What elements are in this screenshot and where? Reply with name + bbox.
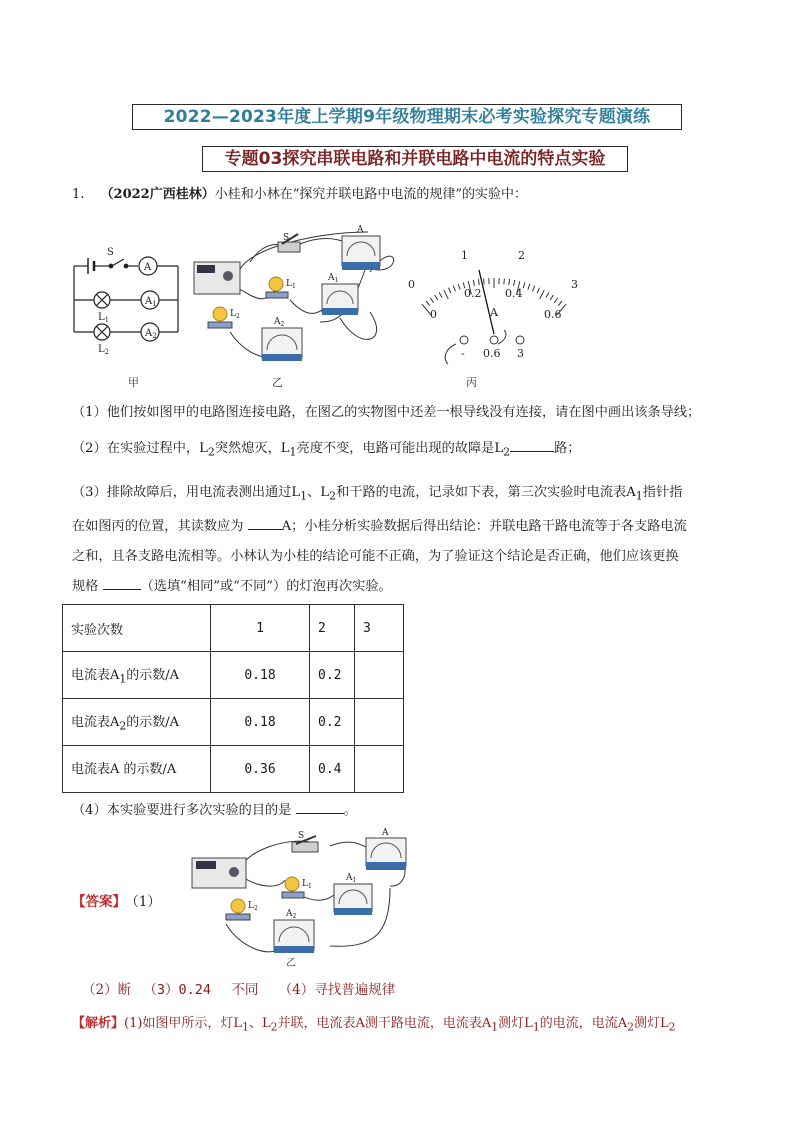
dial-tick (514, 280, 515, 286)
dial-top-1: 1 (461, 249, 468, 262)
table-cell-label: 电流表A 的示数/A (63, 746, 211, 793)
dial-top-2: 2 (518, 249, 525, 262)
table-header-row (63, 605, 404, 652)
table-header-cell: 3 (355, 605, 404, 652)
dial-tick (537, 288, 539, 293)
ammeter-dial-bing (398, 240, 588, 368)
fig-label-jia: 甲 (128, 376, 139, 389)
dial-bottom-04: 0.4 (505, 287, 523, 300)
question-source: （2022广西桂林） (100, 187, 215, 202)
blank-part4[interactable] (296, 799, 344, 814)
data-table (62, 604, 404, 793)
label-a1: $A_1$ (145, 296, 157, 308)
question-stem (72, 186, 527, 204)
dial-tick (430, 298, 433, 303)
dial-tick (528, 284, 530, 290)
answer-line1 (72, 890, 161, 910)
dial-tick (478, 279, 479, 285)
dial-tick (439, 292, 442, 297)
dial-needle (479, 270, 494, 334)
label-s-yi: S (283, 233, 290, 243)
answer-circuit-figure (180, 828, 410, 968)
dial-tick (523, 282, 525, 288)
label-l1: $L_1$ (98, 312, 110, 324)
blank-part3-spec[interactable] (103, 575, 141, 590)
table-row (63, 746, 404, 793)
answer-label-s: S (298, 831, 305, 841)
dial-tick (533, 286, 535, 292)
page-subtitle: 专题03探究串联电路和并联电路中电流的特点实验 (202, 146, 628, 172)
dial-unit: A (490, 306, 498, 319)
dial-tick (426, 301, 430, 306)
answer-line2 (82, 978, 395, 998)
table-row (63, 652, 404, 699)
answer-part3-reading: （3）0.24 (143, 982, 212, 998)
label-l2: $L_2$ (98, 344, 110, 356)
answer-label-l1: $L_1$ (302, 879, 312, 890)
table-cell: 0.36 (211, 746, 310, 793)
table-cell: 0.18 (211, 652, 310, 699)
label-a2: $A_2$ (145, 328, 157, 340)
analysis-line: 【解析】(1)如图甲所示，灯$L_1$、$L_2$并联，电流表A测干路电流，电流表$A_1$测灯$L_1$的电流，电流$A_2$测灯$L_2$ (72, 1016, 676, 1034)
page-title: 2022—2023年度上学期9年级物理期末必考实验探究专题演练 (132, 104, 682, 130)
answer-part3-spec: 不同 (231, 982, 259, 998)
table-cell: 0.4 (310, 746, 355, 793)
part-1: （1）他们按如图甲的电路图连接电路，在图乙的实物图中还差一根导线没有连接，请在图中画出该条导线； (72, 405, 701, 420)
dial-bottom-02: 0.2 (464, 287, 482, 300)
question-number: 1. (72, 187, 85, 202)
dial-tick (435, 295, 438, 300)
physical-circuit-yi (190, 222, 410, 372)
fig-label-bing: 丙 (466, 376, 477, 389)
label-a-yi: A (357, 225, 364, 235)
dial-tick (550, 295, 553, 300)
fig-label-yi: 乙 (272, 376, 283, 389)
dial-tick (504, 278, 505, 284)
dial-top-0: 0 (408, 278, 415, 291)
table-header-cell: 2 (310, 605, 355, 652)
dial-tick (453, 286, 455, 292)
dial-tick (473, 280, 474, 286)
blank-part3-reading[interactable] (248, 515, 282, 530)
label-s: S (107, 247, 114, 258)
dial-tick (540, 290, 544, 299)
dial-tick (558, 301, 562, 306)
part-4: （4）本实验要进行多次实验的目的是 。 (72, 796, 357, 826)
answer-p1: （1） (132, 894, 161, 910)
table-row (63, 699, 404, 746)
dial-tick (444, 290, 448, 299)
label-a1-yi: $A_1$ (328, 273, 339, 284)
blank-part2[interactable] (510, 437, 554, 452)
dial-tick (554, 298, 557, 303)
table-cell (355, 746, 404, 793)
terminal-3: 3 (517, 347, 524, 360)
table-cell-label: 电流表$A_1$的示数/A (63, 652, 211, 699)
dial-tick (458, 284, 460, 290)
dial-top-3: 3 (571, 278, 578, 291)
table-cell: 0.2 (310, 652, 355, 699)
table-header-cell: 1 (211, 605, 310, 652)
answer-part2: （2）断 (82, 982, 132, 998)
dial-tick (546, 292, 549, 297)
circuit-diagram-jia (66, 240, 186, 360)
terminal-06: 0.6 (483, 347, 501, 360)
question-text: 小桂和小林在“探究并联电路中电流的规律”的实验中： (214, 187, 528, 202)
label-a: A (144, 262, 152, 273)
part-3: （3）排除故障后，用电流表测出通过$L_1$、$L_2$和干路的电流，记录如下表，第三次实验时电流表$A_1$指针指 在如图丙的位置，其读数应为 A；小桂分析实验数据后得出结论：并联电路干路电流等于各支路电流 之和，且各支路电流相等。小林认为小桂的结论可能不正确，为了验证这个结论是否正确，他们应该更换 规格 （选填“相同”或“不同”）的灯泡再次实验。 (72, 485, 687, 594)
table-cell: 0.2 (310, 699, 355, 746)
analysis-label: 【解析】 (72, 1016, 125, 1031)
dial-bottom-0: 0 (430, 308, 437, 321)
table-cell (355, 652, 404, 699)
answer-label: 【答案】 (72, 894, 126, 910)
label-l2-yi: $L_2$ (230, 309, 240, 320)
answer-label-l2: $L_2$ (248, 901, 258, 912)
answer-label-a: A (382, 828, 389, 838)
dial-tick (509, 279, 510, 285)
label-a2-yi: $A_2$ (274, 317, 285, 328)
part-2: （2）在实验过程中，$L_2$突然熄灭，$L_1$亮度不变，电路可能出现的故障是$L_2$ 路； (72, 434, 581, 468)
table-cell (355, 699, 404, 746)
answer-label-a1: $A_1$ (346, 873, 357, 884)
dial-tick (448, 288, 450, 293)
dial-bottom-06: 0.6 (544, 308, 562, 321)
label-l1-yi: $L_1$ (286, 279, 296, 290)
table-cell-label: 电流表$A_2$的示数/A (63, 699, 211, 746)
answer-label-a2: $A_2$ (286, 909, 297, 920)
answer-part4: （4）寻找普遍规律 (278, 982, 396, 998)
table-header-cell: 实验次数 (63, 605, 211, 652)
answer-fig-label: 乙 (286, 958, 296, 968)
terminal-neg: - (461, 347, 465, 360)
table-cell: 0.18 (211, 699, 310, 746)
dial-tick (484, 278, 485, 284)
